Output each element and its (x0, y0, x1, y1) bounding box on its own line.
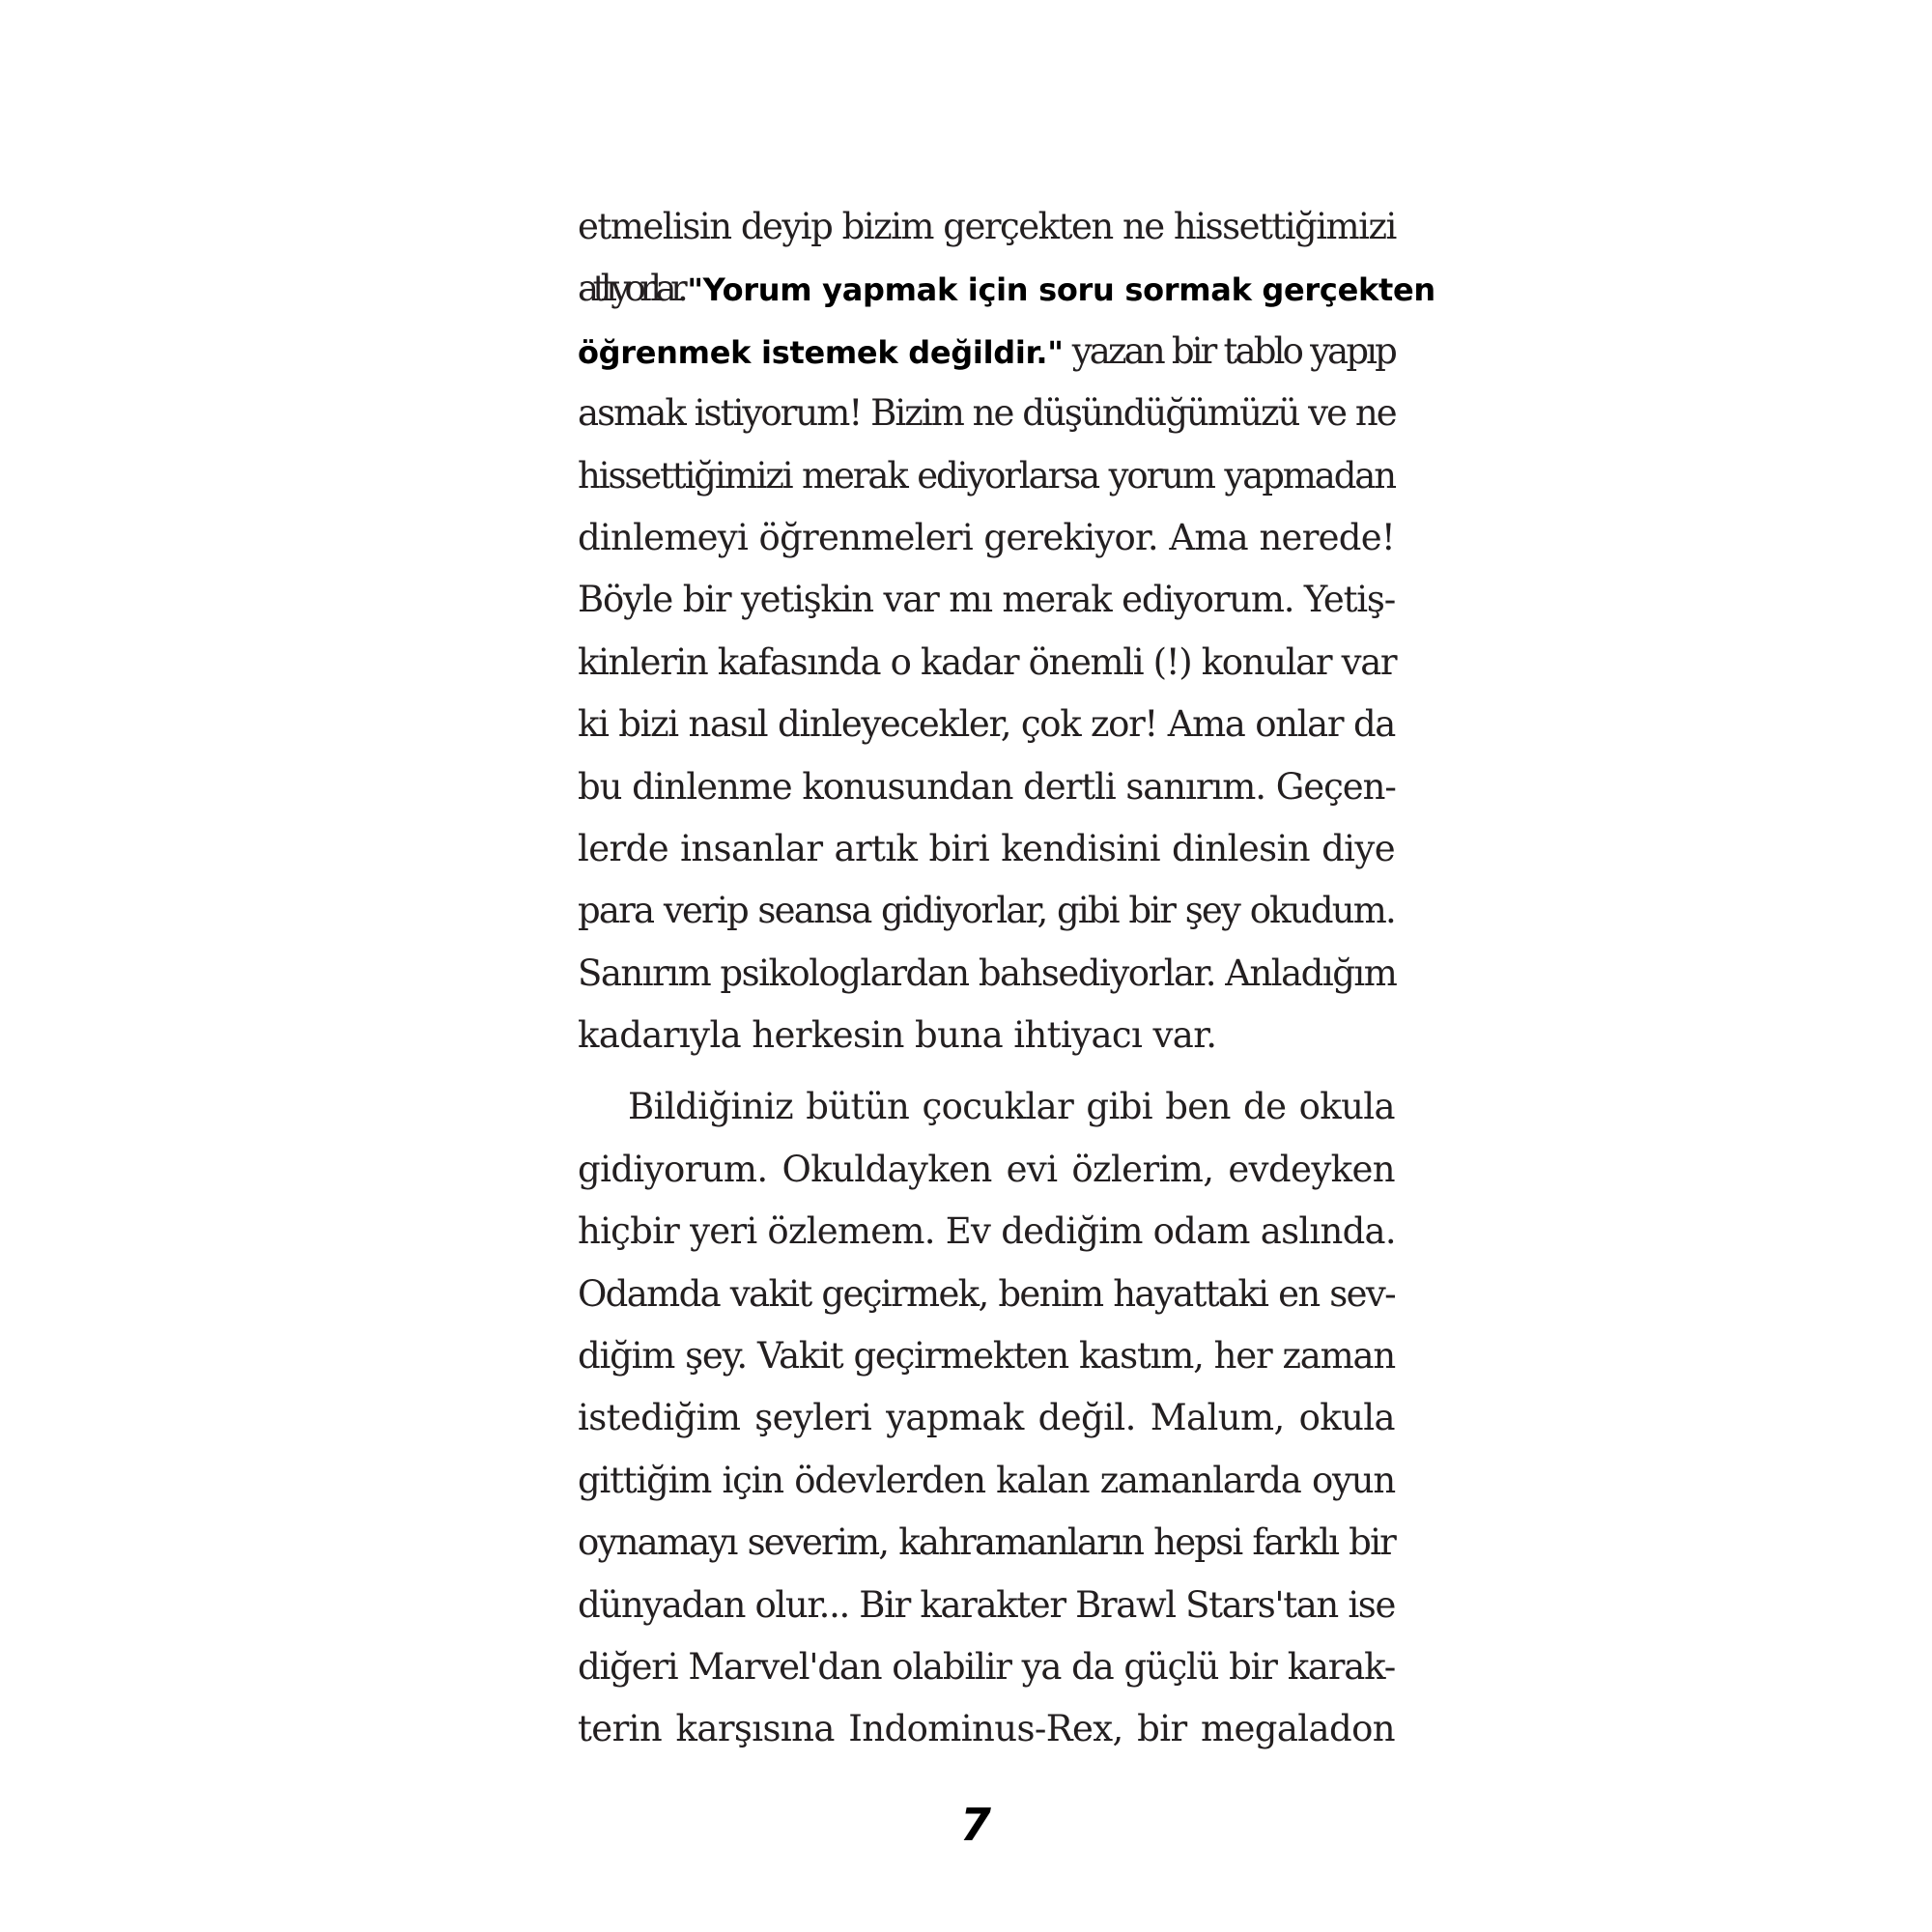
paragraph (578, 196, 1435, 1066)
text-line: Sanırım psikologlardan bahsediyorlar. Anladığım (578, 952, 1397, 994)
text-line: asmak istiyorum! Bizim ne düşündüğümüzü ve ne (578, 392, 1396, 435)
text-line: dinlemeyi öğrenmeleri gerekiyor. Ama nerede! (578, 516, 1395, 558)
text-line: gittiğim için ödevlerden kalan zamanlarda oyun (578, 1459, 1395, 1501)
text-line: oynamayı severim, kahramanların hepsi farklı bir (578, 1521, 1395, 1564)
text-line: Odamda vakit geçirmek, benim hayattaki en sev- (578, 1272, 1395, 1315)
text-line: kadarıyla herkesin buna ihtiyacı var. (578, 1014, 1217, 1057)
text-line: istediğim şeyleri yapmak değil. Malum, okula (578, 1397, 1395, 1439)
paragraph-gap (578, 1066, 1395, 1076)
text-line: dünyadan olur... Bir karakter Brawl Stars'tan ise (578, 1583, 1395, 1626)
text-line: hiçbir yeri özlemem. Ev dediğim odam aslında. (578, 1210, 1396, 1253)
text-line: bu dinlenme konusundan dertli sanırım. Geçen- (578, 765, 1396, 808)
body-text (578, 196, 1435, 1761)
text-line: Bildiğiniz bütün çocuklar gibi ben de okula (628, 1086, 1395, 1128)
text-line: kinlerin kafasında o kadar önemli (!) konular var (578, 640, 1397, 683)
text-line: para verip seansa gidiyorlar, gibi bir şey okudum. (578, 890, 1395, 932)
text-line: ki bizi nasıl dinleyecekler, çok zor! Ama onlar da (578, 703, 1395, 746)
text-line: hissettiğimizi merak ediyorlarsa yorum yapmadan (578, 454, 1395, 497)
text-line (578, 321, 1395, 383)
text-line (578, 258, 1435, 320)
page-number: 7 (959, 1799, 991, 1851)
emphasized-quote: öğrenmek istemek değildir." (578, 333, 1064, 371)
text-line: gidiyorum. Okuldayken evi özlerim, evdeyken (578, 1148, 1395, 1190)
text-line: terin karşısına Indominus-Rex, bir megaladon (578, 1708, 1395, 1750)
paragraph (578, 1076, 1395, 1760)
text-span: atlıyorlar. (578, 268, 688, 310)
text-line: diğeri Marvel'dan olabilir ya da güçlü bir karak- (578, 1645, 1395, 1688)
text-span: yazan bir tablo yapıp (1063, 329, 1395, 372)
text-line: Böyle bir yetişkin var mı merak ediyorum. Yetiş- (578, 579, 1395, 621)
text-line: lerde insanlar artık biri kendisini dinlesin diye (578, 827, 1395, 869)
text-line: diğim şey. Vakit geçirmekten kastım, her zaman (578, 1335, 1395, 1378)
text-line: etmelisin deyip bizim gerçekten ne hissettiğimizi (578, 206, 1396, 247)
emphasized-quote: "Yorum yapmak için soru sormak gerçekten (687, 271, 1435, 309)
